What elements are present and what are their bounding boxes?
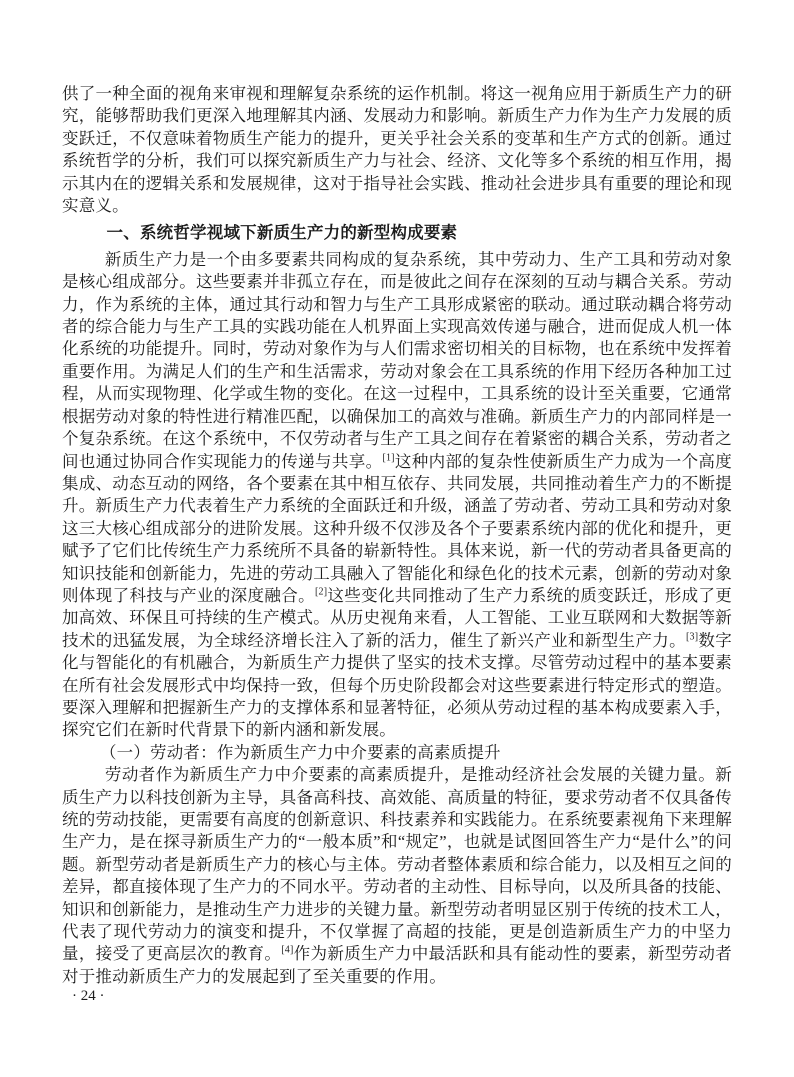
intro-paragraph: 供了一种全面的视角来审视和理解复杂系统的运作机制。将这一视角应用于新质生产力的研究，能够帮助我们更深入地理解其内涵、发展动力和影响。新质生产力作为生产力发展的质变跃迁，不仅意味着物质生产能力的提升，更关乎社会关系的变革和生产方式的创新。通过系统哲学的分析，我们可以探究新质生产力与社会、经济、文化等多个系统的相互作用，揭示其内在的逻辑关系和发展规律，这对于指导社会实践、推动社会进步具有重要的理论和现实意义。 [62, 84, 732, 216]
subsection-heading: （一）劳动者：作为新质生产力中介要素的高素质提升 [99, 742, 501, 762]
section-heading: 一、系统哲学视域下新质生产力的新型构成要素 [106, 224, 458, 243]
text-block [62, 83, 732, 988]
footnote-marker: [4] [281, 944, 294, 956]
page-number: · 24 · [72, 988, 105, 1004]
section-body-paragraph: 新质生产力是一个由多要素共同构成的复杂系统，其中劳动力、生产工具和劳动对象是核心组成部分。这些要素并非孤立存在，而是彼此之间存在深刻的互动与耦合关系。劳动力，作为系统的主体，通过其行动和智力与生产工具形成紧密的联动。通过联动耦合将劳动者的综合能力与生产工具的实践功能在人机界面上实现高效传递与融合，进而促成人机一体化系统的功能提升。同时，劳动对象作为与人们需求密切相关的目标物，也在系统中发挥着重要作用。为满足人们的生产和生活需求，劳动对象会在工具系统的作用下经历各种加工过程，从而实现物理、化学或生物的变化。在这一过程中，工具系统的设计至关重要，它通常根据劳动对象的特性进行精准匹配，以确保加工的高效与准确。新质生产力的内部同样是一个复杂系统。在这个系统中，不仅劳动者与生产工具之间存在着紧密的耦合关系，劳动者之间也通过协同合作实现能力的传递与共享。[1]这种内部的复杂性使新质生产力成为一个高度集成、动态互动的网络，各个要素在其中相互依存、共同发展，共同推动着生产力的不断提升。新质生产力代表着生产力系统的全面跃迁和升级，涵盖了劳动者、劳动工具和劳动对象这三大核心组成部分的进阶发展。这种升级不仅涉及各个子要素系统内部的优化和提升，更赋予了它们比传统生产力系统所不具备的崭新特性。具体来说，新一代的劳动者具备更高的知识技能和创新能力，先进的劳动工具融入了智能化和绿色化的技术元素，创新的劳动对象则体现了科技与产业的深度融合。[2]这些变化共同推动了生产力系统的质变跃迁，形成了更加高效、环保且可持续的生产模式。从历史视角来看，人工智能、工业互联网和大数据等新技术的迅猛发展，为全球经济增长注入了新的活力，催生了新兴产业和新型生产力。[3]数字化与智能化的有机融合，为新质生产力提供了坚实的技术支撑。尽管劳动过程中的基本要素在所有社会发展形式中均保持一致，但每个历史阶段都会对这些要素进行特定形式的塑造。要深入理解和把握新生产力的支撑体系和显著特征，必须从劳动过程的基本构成要素入手，探究它们在新时代背景下的新内涵和新发展。 [62, 249, 733, 740]
subsection-body-paragraph: 劳动者作为新质生产力中介要素的高素质提升，是推动经济社会发展的关键力量。新质生产力以科技创新为主导，具备高科技、高效能、高质量的特征，要求劳动者不仅具备传统的劳动技能，更需要有高度的创新意识、科技素养和实践能力。在系统要素视角下来理解生产力，是在探寻新质生产力的“一般本质”和“规定”，也就是试图回答生产力“是什么”的问题。新型劳动者是新质生产力的核心与主体。劳动者整体素质和综合能力，以及相互之间的差异，都直接体现了生产力的不同水平。劳动者的主动性、目标导向，以及所具备的技能、知识和创新能力，是推动生产力进步的关键力量。新型劳动者明显区别于传统的技术工人，代表了现代劳动力的演变和提升，不仅掌握了高超的技能，更是创造新质生产力的中坚力量，接受了更高层次的教育。[4]作为新质生产力中最活跃和具有能动性的要素，新型劳动者对于推动新质生产力的发展起到了至关重要的作用。 [62, 765, 732, 986]
footnote-marker: [3] [686, 631, 699, 643]
footnote-marker: [1] [382, 452, 395, 463]
footnote-marker: [2] [314, 586, 328, 598]
